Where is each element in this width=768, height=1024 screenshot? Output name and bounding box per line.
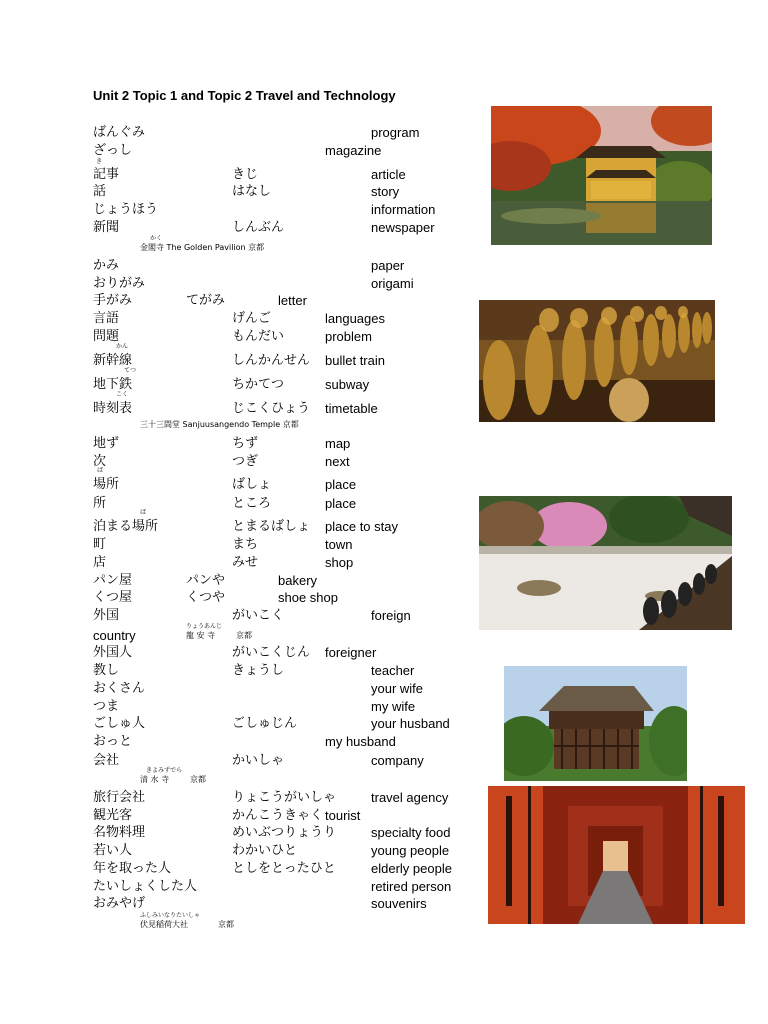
- vocab-row-8-col-1: 手がみ: [93, 293, 133, 308]
- vocab-row-13-col-1: 時刻表: [93, 401, 133, 416]
- vocab-row-7-col-1: おりがみ: [93, 276, 146, 291]
- vocab-row-31-col-1: 会社: [93, 753, 120, 768]
- vocab-row-26-col-2: きょうし: [232, 663, 285, 678]
- furigana-jikokuhyou: こく: [116, 391, 129, 398]
- vocab-row-36-col-4: elderly people: [371, 861, 452, 876]
- vocab-row-22-col-2: くつや: [186, 590, 226, 605]
- vocab-row-12-col-2: ちかてつ: [232, 377, 285, 392]
- caption-sanjuusangendo: 三十三間堂 Sanjuusangendo Temple 京都: [140, 420, 299, 429]
- vocab-row-32-col-4: travel agency: [371, 790, 449, 805]
- vocab-row-12-col-3: subway: [325, 377, 370, 392]
- vocab-row-18-col-1: 泊まる場所: [93, 519, 159, 534]
- vocab-row-27-col-1: おくさん: [93, 681, 146, 696]
- vocab-row-31-col-2: かいしゃ: [232, 753, 285, 768]
- vocab-row-14-col-1: 地ず: [93, 436, 120, 451]
- vocab-row-8-col-3: letter: [278, 293, 307, 308]
- vocab-row-11-col-2: しんかんせん: [232, 353, 311, 368]
- ryouanji-rock-garden-photo: [479, 496, 732, 630]
- vocab-row-15-col-1: 次: [93, 454, 107, 469]
- caption-kinkakuji: 金閣寺 The Golden Pavilion 京都: [140, 243, 265, 252]
- vocab-row-36-col-1: 年を取った人: [93, 861, 172, 876]
- vocab-row-11-col-1: 新幹線: [93, 353, 133, 368]
- vocab-row-3-col-4: story: [371, 184, 400, 199]
- fushimi-inari-torii-photo: [488, 786, 745, 924]
- furigana-fushimi: ふしみいなりたいしゃ: [140, 912, 201, 919]
- vocab-row-25-col-3: foreigner: [325, 645, 377, 660]
- vocab-row-15-col-3: next: [325, 454, 350, 469]
- furigana-ryouanji: りょうあんじ: [186, 623, 223, 630]
- vocab-row-22-col-1: くつ屋: [93, 590, 133, 605]
- vocab-row-24-col-1: country: [93, 628, 136, 643]
- vocab-row-4-col-1: じょうほう: [93, 202, 159, 217]
- vocab-row-23-col-1: 外国: [93, 608, 120, 623]
- vocab-row-13-col-2: じこくひょう: [232, 401, 311, 416]
- vocab-row-17-col-3: place: [325, 496, 357, 511]
- vocab-row-31-col-4: company: [371, 753, 424, 768]
- vocab-row-6-col-1: かみ: [93, 258, 120, 273]
- vocab-row-35-col-2: わかいひと: [232, 843, 298, 858]
- vocab-row-12-col-1: 地下鉄: [93, 377, 133, 392]
- furigana-kinkaku: かく: [150, 235, 163, 242]
- vocab-row-2-col-1: 記事: [93, 167, 120, 182]
- vocab-row-21-col-2: パンや: [186, 573, 226, 588]
- caption-kiyomizu-city: 京都: [190, 775, 206, 784]
- vocab-row-17-col-2: ところ: [232, 496, 272, 511]
- vocab-row-23-col-2: がいこく: [232, 608, 285, 623]
- furigana-kiji: き: [96, 158, 103, 165]
- vocab-row-30-col-3: my husband: [325, 734, 396, 749]
- vocab-row-1-col-1: ざっし: [93, 143, 133, 158]
- vocab-row-30-col-1: おっと: [93, 734, 133, 749]
- vocab-row-10-col-3: problem: [325, 329, 372, 344]
- vocab-row-16-col-3: place: [325, 477, 357, 492]
- vocab-row-10-col-1: 問題: [93, 329, 120, 344]
- vocab-row-6-col-4: paper: [371, 258, 405, 273]
- vocab-row-9-col-3: languages: [325, 311, 385, 326]
- caption-fushimi: 伏見稲荷大社: [140, 920, 188, 929]
- vocab-row-19-col-3: town: [325, 537, 353, 552]
- vocab-row-20-col-1: 店: [93, 555, 107, 570]
- vocab-row-27-col-4: your wife: [371, 681, 424, 696]
- caption-kiyomizu: 清 水 寺: [140, 775, 170, 784]
- vocab-row-0-col-1: ばんぐみ: [93, 125, 146, 140]
- vocab-row-34-col-1: 名物料理: [93, 825, 146, 840]
- vocab-row-34-col-4: specialty food: [371, 825, 451, 840]
- vocab-row-32-col-2: りょこうがいしゃ: [232, 790, 337, 805]
- vocab-row-21-col-3: bakery: [278, 573, 318, 588]
- vocab-row-14-col-2: ちず: [232, 436, 259, 451]
- vocab-row-10-col-2: もんだい: [232, 329, 285, 344]
- vocab-row-8-col-2: てがみ: [186, 293, 226, 308]
- vocab-row-38-col-1: おみやげ: [93, 896, 146, 911]
- vocab-row-33-col-2: かんこうきゃく: [232, 808, 324, 823]
- vocab-row-35-col-4: young people: [371, 843, 450, 858]
- furigana-chikatetsu: てつ: [124, 367, 137, 374]
- vocab-row-33-col-3: tourist: [325, 808, 361, 823]
- vocab-row-37-col-1: たいしょくした人: [93, 879, 198, 894]
- vocab-row-5-col-1: 新聞: [93, 220, 120, 235]
- vocab-row-32-col-1: 旅行会社: [93, 790, 146, 805]
- vocab-row-1-col-3: magazine: [325, 143, 382, 158]
- vocab-row-14-col-3: map: [325, 436, 351, 451]
- vocab-row-29-col-1: ごしゅ人: [93, 716, 146, 731]
- vocab-row-7-col-4: origami: [371, 276, 414, 291]
- vocab-row-5-col-4: newspaper: [371, 220, 435, 235]
- vocab-row-18-col-3: place to stay: [325, 519, 398, 534]
- golden-pavilion-photo: [491, 106, 712, 245]
- vocab-row-19-col-1: 町: [93, 537, 107, 552]
- vocab-row-5-col-2: しんぶん: [232, 220, 285, 235]
- vocab-row-18-col-2: とまるばしょ: [232, 519, 311, 534]
- furigana-basho: ば: [97, 467, 104, 474]
- vocab-row-26-col-1: 教し: [93, 663, 120, 678]
- vocab-row-29-col-2: ごしゅじん: [232, 716, 298, 731]
- caption-ryouanji-city: 京都: [236, 631, 252, 640]
- vocab-row-26-col-4: teacher: [371, 663, 415, 678]
- vocab-row-28-col-4: my wife: [371, 699, 416, 714]
- vocab-row-38-col-4: souvenirs: [371, 896, 427, 911]
- vocab-row-25-col-2: がいこくじん: [232, 645, 311, 660]
- vocab-row-28-col-1: つま: [93, 699, 120, 714]
- vocab-row-37-col-4: retired person: [371, 879, 452, 894]
- vocab-row-16-col-1: 場所: [93, 477, 120, 492]
- vocab-row-4-col-4: information: [371, 202, 436, 217]
- vocab-row-20-col-2: みせ: [232, 555, 259, 570]
- vocab-row-9-col-1: 言語: [93, 311, 120, 326]
- vocab-row-2-col-2: きじ: [232, 167, 259, 182]
- vocab-row-2-col-4: article: [371, 167, 406, 182]
- vocab-row-16-col-2: ばしょ: [232, 477, 272, 492]
- vocab-row-13-col-3: timetable: [325, 401, 378, 416]
- vocab-row-21-col-1: パン屋: [93, 573, 133, 588]
- vocab-row-36-col-2: としをとったひと: [232, 861, 336, 876]
- vocab-row-15-col-2: つぎ: [232, 454, 259, 469]
- caption-fushimi-city: 京都: [218, 920, 234, 929]
- vocab-row-11-col-3: bullet train: [325, 353, 385, 368]
- page-title: Unit 2 Topic 1 and Topic 2 Travel and Technology: [93, 88, 396, 103]
- sanjuusangendo-statues-photo: [479, 300, 715, 422]
- vocab-row-22-col-3: shoe shop: [278, 590, 338, 605]
- vocab-row-35-col-1: 若い人: [93, 843, 133, 858]
- furigana-kiyomizu: きよみずでら: [146, 767, 183, 774]
- vocab-row-33-col-1: 観光客: [93, 808, 133, 823]
- vocab-row-0-col-4: program: [371, 125, 420, 140]
- vocab-row-17-col-1: 所: [93, 496, 107, 511]
- kiyomizu-temple-photo: [504, 666, 687, 781]
- vocab-row-25-col-1: 外国人: [93, 645, 133, 660]
- furigana-shinkansen: かん: [116, 343, 129, 350]
- vocab-row-20-col-3: shop: [325, 555, 354, 570]
- vocab-row-19-col-2: まち: [232, 537, 259, 552]
- vocab-row-3-col-2: はなし: [232, 184, 272, 199]
- vocab-row-9-col-2: げんご: [232, 311, 272, 326]
- vocab-row-34-col-2: めいぶつりょうり: [232, 825, 337, 840]
- vocab-row-23-col-4: foreign: [371, 608, 411, 623]
- furigana-tomaru-basho: ば: [140, 509, 147, 516]
- vocab-row-3-col-1: 話: [93, 184, 107, 199]
- vocab-row-29-col-4: your husband: [371, 716, 450, 731]
- caption-ryouanji: 龍 安 寺: [186, 631, 216, 640]
